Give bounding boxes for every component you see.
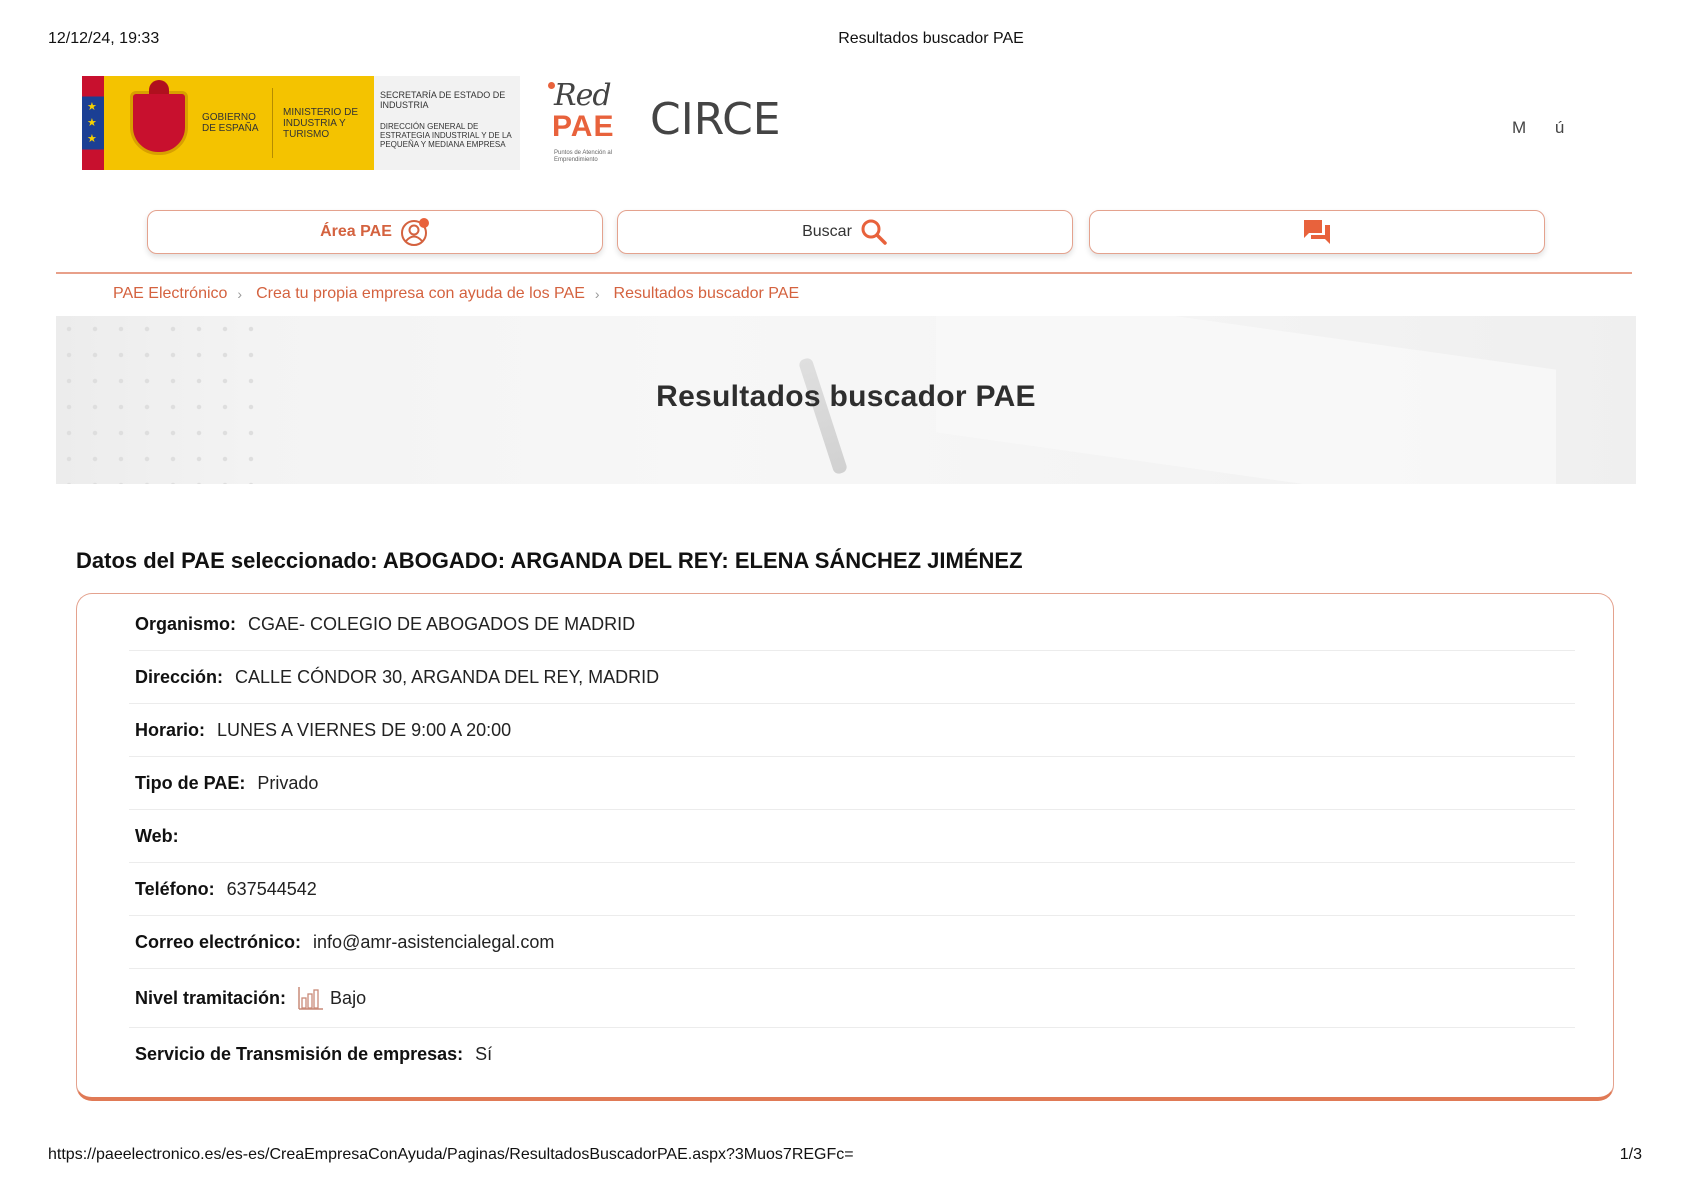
breadcrumb-item-pae-electronico[interactable]: PAE Electrónico xyxy=(113,285,228,302)
hero-background-pen xyxy=(798,357,848,475)
breadcrumb-item-crea-empresa[interactable]: Crea tu propia empresa con ayuda de los PAE xyxy=(256,285,585,302)
print-url: https://paeelectronico.es/es-es/CreaEmpresaConAyuda/Paginas/ResultadosBuscadorPAE.aspx?3Muos7REGFc= xyxy=(48,1146,854,1163)
area-pae-button[interactable] xyxy=(147,210,603,254)
eu-flag-icon: ★ ★ ★ xyxy=(82,76,104,170)
secretaria-text: SECRETARÍA DE ESTADO DE INDUSTRIA xyxy=(380,90,506,110)
search-icon xyxy=(860,218,888,246)
detail-row-horario: Horario: LUNES A VIERNES DE 9:00 A 20:00 xyxy=(129,704,1575,757)
print-page-number: 1/3 xyxy=(1619,1146,1642,1163)
main-nav xyxy=(147,210,1547,256)
red-pae-logo[interactable] xyxy=(542,76,622,170)
area-pae-label: Área PAE xyxy=(320,223,392,240)
lang-link-1[interactable]: M xyxy=(1512,118,1527,137)
coat-of-arms-icon xyxy=(130,91,188,155)
gobierno-logo[interactable] xyxy=(82,76,522,170)
ministerio-text: MINISTERIO DE INDUSTRIA Y TURISMO xyxy=(283,106,359,140)
buscar-label: Buscar xyxy=(802,223,852,240)
details-list xyxy=(129,598,1575,1081)
detail-row-direccion: Dirección: CALLE CÓNDOR 30, ARGANDA DEL REY, MADRID xyxy=(129,651,1575,704)
red-pae-tagline: Puntos de Atención al Emprendimiento xyxy=(554,150,613,163)
breadcrumb-item-resultados[interactable]: Resultados buscador PAE xyxy=(613,285,800,302)
direccion-general-text: DIRECCIÓN GENERAL DE ESTRATEGIA INDUSTRIAL Y DE LA PEQUEÑA Y MEDIANA EMPRESA xyxy=(380,122,512,149)
detail-row-organismo: Organismo: CGAE- COLEGIO DE ABOGADOS DE MADRID xyxy=(129,598,1575,651)
print-page-title: Resultados buscador PAE xyxy=(838,30,1024,47)
detail-row-web: Web: xyxy=(129,810,1575,863)
lang-link-2[interactable]: ú xyxy=(1554,118,1565,137)
logo-bar xyxy=(82,76,1602,172)
print-datetime: 12/12/24, 19:33 xyxy=(48,30,160,47)
details-card xyxy=(76,593,1614,1101)
details-title: Datos del PAE seleccionado: ABOGADO: ARGANDA DEL REY: ELENA SÁNCHEZ JIMÉNEZ xyxy=(76,548,1023,573)
red-pae-pae: PAE xyxy=(552,110,615,143)
detail-row-transmision: Servicio de Transmisión de empresas: Sí xyxy=(135,1044,493,1064)
gobierno-text: GOBIERNO DE ESPAÑA xyxy=(202,112,259,134)
chevron-right-icon: › xyxy=(237,286,243,302)
detail-row-tipo: Tipo de PAE: Privado xyxy=(129,757,1575,810)
bar-chart-icon xyxy=(298,986,324,1010)
hero-title: Resultados buscador PAE xyxy=(656,380,1036,413)
detail-row-correo: Correo electrónico: info@amr-asistencialegal.com xyxy=(129,916,1575,969)
print-header xyxy=(0,30,1682,52)
lang-links xyxy=(1512,118,1588,138)
buscar-button[interactable] xyxy=(617,210,1073,254)
detail-row-nivel: Nivel tramitación: Bajo xyxy=(129,969,1575,1028)
chat-icon xyxy=(1302,218,1332,246)
header-divider xyxy=(56,272,1632,274)
chat-button[interactable] xyxy=(1089,210,1545,254)
detail-row-telefono: Teléfono: 637544542 xyxy=(129,863,1575,916)
email-link[interactable]: info@amr-asistencialegal.com xyxy=(313,931,555,952)
user-icon xyxy=(400,217,430,247)
hero-banner xyxy=(56,316,1636,484)
breadcrumb xyxy=(113,285,799,303)
red-pae-red: Red xyxy=(554,78,611,113)
chevron-right-icon: › xyxy=(594,286,600,302)
circe-logo[interactable]: CIRCE xyxy=(650,94,781,145)
